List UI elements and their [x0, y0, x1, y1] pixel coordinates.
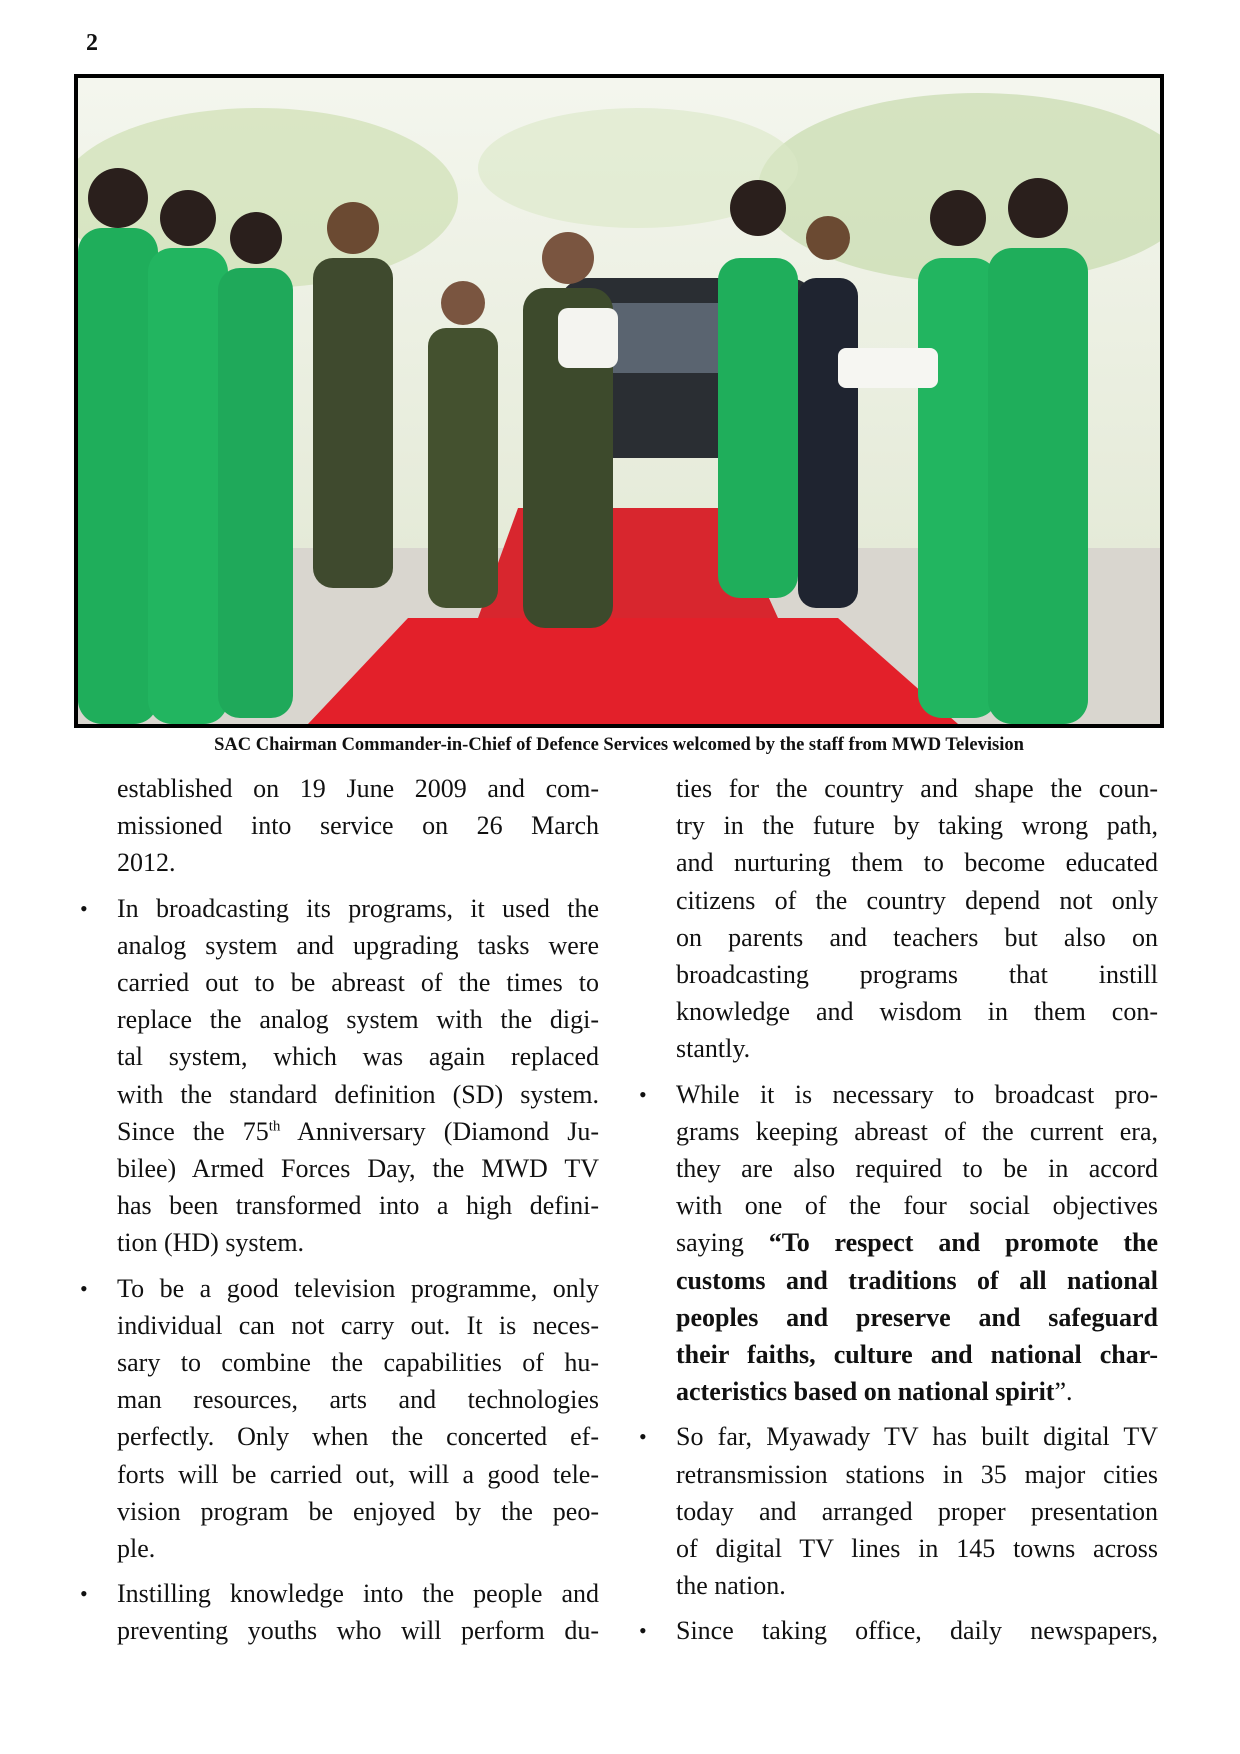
list-item-text: [676, 1612, 1158, 1649]
text-line: citizens of the country depend not only: [676, 885, 1158, 915]
quote-text: their faiths, culture and national char-: [676, 1340, 1158, 1370]
text-line: vision program be enjoyed by the peo-: [117, 1496, 599, 1526]
text-line: carried out to be abreast of the times to: [117, 968, 599, 998]
text-line: replace the analog system with the digi-: [117, 1005, 599, 1035]
quote-text: customs and traditions of all national: [676, 1265, 1158, 1295]
quote-text: acteristics based on national spirit: [676, 1377, 1055, 1407]
text-line: has been transformed into a high defini-: [117, 1191, 599, 1221]
text-line: Instilling knowledge into the people and: [117, 1579, 599, 1609]
text-line: and nurturing them to become educated: [676, 848, 1158, 878]
text-line: they are also required to be in accord: [676, 1154, 1158, 1184]
text-segment: Since the 75: [117, 1116, 269, 1146]
text-line: While it is necessary to broadcast pro-: [676, 1079, 1158, 1109]
bullet-icon: •: [80, 1275, 88, 1301]
bullet-icon: •: [80, 895, 88, 921]
text-line: knowledge and wisdom in them con-: [676, 997, 1158, 1027]
text-line: tion (HD) system.: [117, 1228, 305, 1258]
text-line: perfectly. Only when the concerted ef-: [117, 1422, 599, 1452]
text-segment: ”.: [1054, 1377, 1073, 1407]
text-line: individual can not carry out. It is neces-: [117, 1310, 599, 1340]
list-item-text: [117, 1575, 599, 1649]
list-item-text: [117, 890, 599, 1262]
text-line: preventing youths who will perform du-: [117, 1616, 599, 1646]
list-item: [639, 1418, 1158, 1604]
text-line: 2012.: [117, 848, 176, 878]
quote-text: peoples and preserve and safeguard: [676, 1302, 1158, 1332]
text-line: broadcasting programs that instill: [676, 960, 1158, 990]
bullet-icon: •: [639, 1618, 647, 1644]
list-item: [80, 1575, 599, 1649]
text-line: bilee) Armed Forces Day, the MWD TV: [117, 1154, 599, 1184]
photo-icon: [78, 78, 1160, 724]
photo-caption: SAC Chairman Commander-in-Chief of Defence Services welcomed by the staff from MWD Television: [214, 735, 1024, 755]
page-number: 2: [86, 30, 98, 56]
text-line: In broadcasting its programs, it used the: [117, 893, 599, 923]
text-line: try in the future by taking wrong path,: [676, 811, 1158, 841]
text-line: analog system and upgrading tasks were: [117, 930, 599, 960]
text-line: [676, 1299, 1158, 1336]
intro-paragraph: [117, 770, 599, 882]
list-item: [80, 890, 599, 1262]
text-line: [676, 1262, 1158, 1299]
text-line: ple.: [117, 1534, 156, 1564]
text-line: stantly.: [676, 1034, 751, 1064]
list-item: [639, 1076, 1158, 1411]
text-line: retransmission stations in 35 major cities: [676, 1459, 1158, 1489]
superscript: th: [268, 1118, 281, 1135]
text-line: Since taking office, daily newspapers,: [676, 1616, 1158, 1646]
text-line: [676, 1373, 1158, 1410]
text-line: [117, 1113, 599, 1150]
text-line: [676, 1336, 1158, 1373]
text-line: So far, Myawady TV has built digital TV: [676, 1422, 1158, 1452]
bullet-icon: •: [80, 1581, 88, 1607]
text-line: ties for the country and shape the coun-: [676, 774, 1158, 803]
text-line: tal system, which was again replaced: [117, 1042, 599, 1072]
text-line: with the standard definition (SD) system.: [117, 1079, 599, 1109]
right-column: [639, 770, 1158, 1658]
text-line: with one of the four social objectives: [676, 1191, 1158, 1221]
text-line: To be a good television programme, only: [117, 1273, 599, 1303]
intro-paragraph: [676, 770, 1158, 1068]
quote-text: “To respect and promote the: [768, 1228, 1158, 1258]
text-line: today and arranged proper presentation: [676, 1496, 1158, 1526]
text-segment: saying: [676, 1228, 769, 1258]
text-line: sary to combine the capabilities of hu-: [117, 1348, 599, 1378]
text-line: grams keeping abreast of the current era,: [676, 1116, 1158, 1146]
text-line: man resources, arts and technologies: [117, 1385, 599, 1415]
list-item: [639, 1612, 1158, 1649]
text-line: the nation.: [676, 1571, 786, 1601]
list-item: [80, 1270, 599, 1568]
list-item-text: [676, 1418, 1158, 1604]
left-column: [80, 770, 599, 1658]
news-photo: [74, 74, 1164, 728]
bullet-icon: •: [639, 1424, 647, 1450]
text-line: missioned into service on 26 March: [117, 811, 599, 841]
list-item-text: [117, 1270, 599, 1568]
text-line: [676, 1224, 1158, 1261]
text-line: of digital TV lines in 145 towns across: [676, 1534, 1158, 1564]
text-line: on parents and teachers but also on: [676, 922, 1158, 952]
bullet-icon: •: [639, 1081, 647, 1107]
list-item-text: [676, 1076, 1158, 1411]
text-segment: Anniversary (Diamond Ju-: [280, 1116, 599, 1146]
text-line: established on 19 June 2009 and com-: [117, 774, 599, 803]
text-line: forts will be carried out, will a good tele-: [117, 1459, 599, 1489]
